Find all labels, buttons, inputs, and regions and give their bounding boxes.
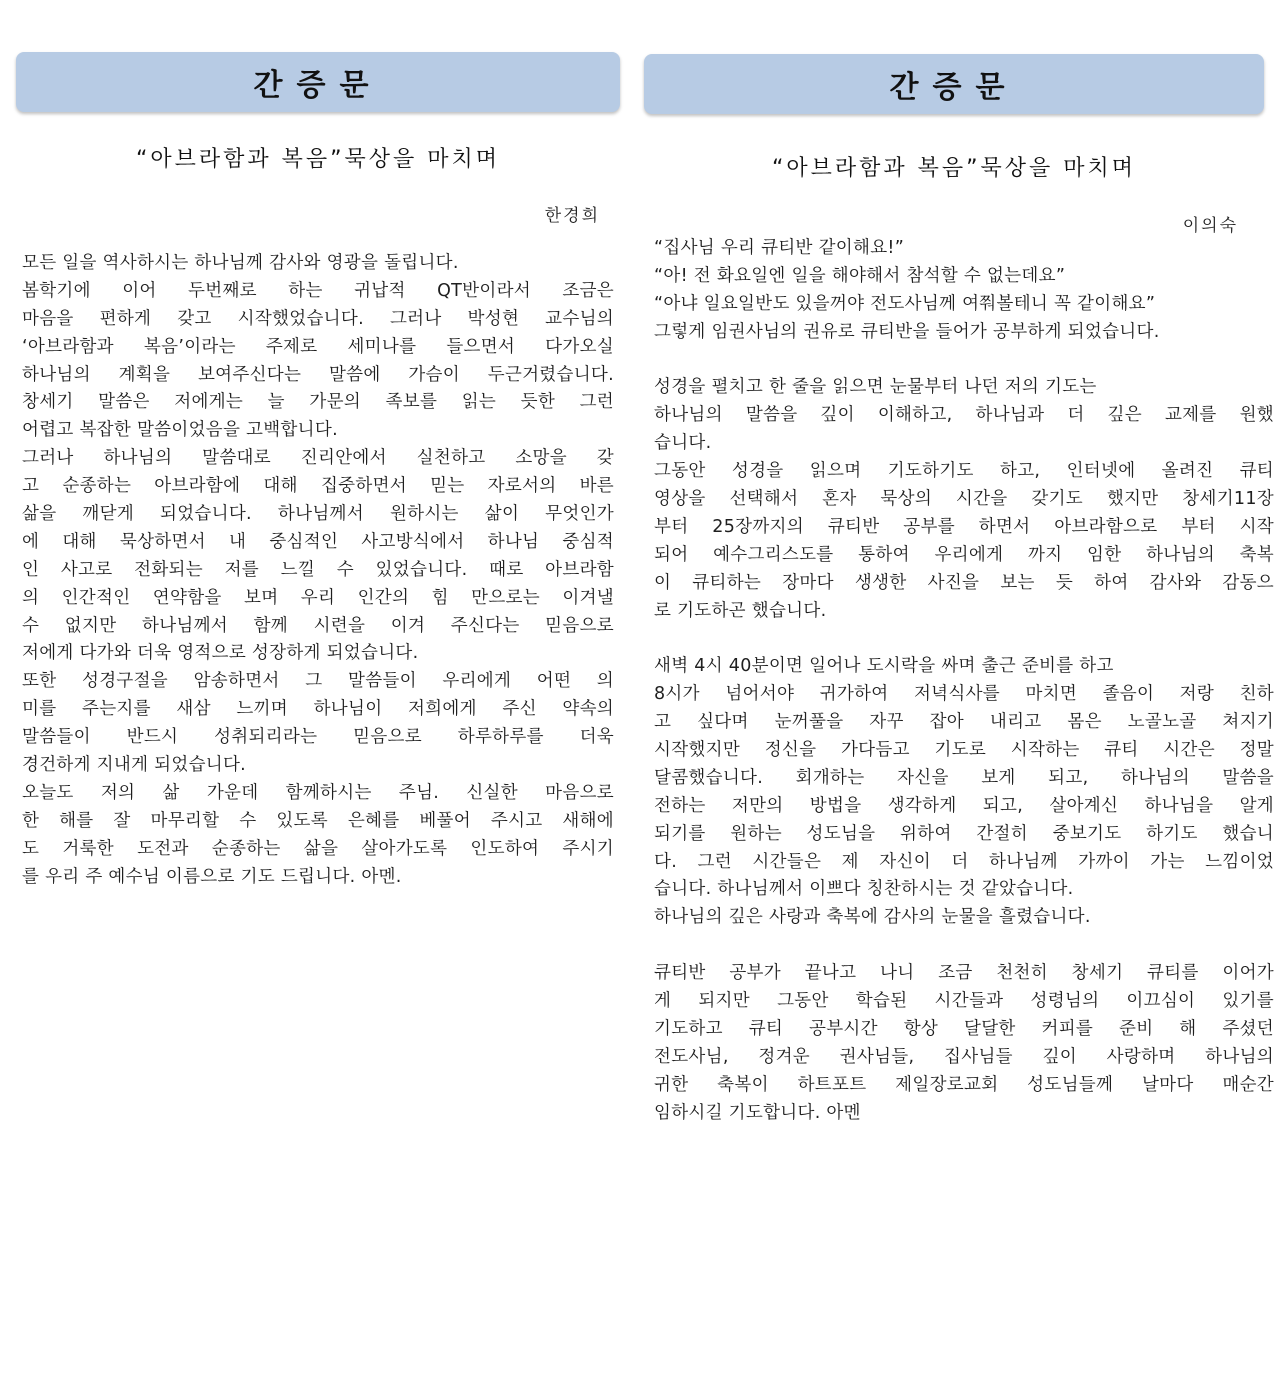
- text-line: 새벽 4시 40분이면 일어나 도시락을 싸며 출근 준비를 하고: [654, 656, 1114, 677]
- left-body-text: [22, 250, 614, 891]
- text-line: [654, 625, 1274, 653]
- text-line: 미를 주는지를 새삼 느끼며 하나님이 저희에게 주신 약속의: [22, 699, 614, 720]
- text-line: 큐티반 공부가 끝나고 나니 조금 천천히 창세기 큐티를 이어가: [654, 963, 1274, 984]
- text-line: 시작했지만 정신을 가다듬고 기도로 시작하는 큐티 시간은 정말: [654, 740, 1274, 761]
- text-line: 모든 일을 역사하시는 하나님께 감사와 영광을 돌립니다.: [22, 253, 459, 273]
- text-line: “아냐 일요일반도 있을꺼야 전도사님께 여쭤볼테니 꼭 같이해요”: [654, 293, 1156, 314]
- text-line: 하나님의 깊은 사랑과 축복에 감사의 눈물을 흘렸습니다.: [654, 907, 1091, 928]
- text-line: 습니다.: [654, 433, 712, 454]
- text-line: 인 사고로 전화되는 저를 느낄 수 있었습니다. 때로 아브라함: [22, 559, 614, 580]
- text-line: 창세기 말씀은 저에게는 늘 가문의 족보를 읽는 듯한 그런: [22, 392, 614, 413]
- text-line: 경건하게 지내게 되었습니다.: [22, 755, 247, 776]
- right-header-banner: 간증문: [644, 54, 1264, 114]
- text-line: 그러나 하나님의 말씀대로 진리안에서 실천하고 소망을 갖: [22, 448, 614, 469]
- text-line: 마음을 편하게 갖고 시작했었습니다. 그러나 박성현 교수님의: [22, 308, 614, 329]
- text-line: 8시가 넘어서야 귀가하여 저녁식사를 마치면 졸음이 저랑 친하: [654, 684, 1274, 705]
- text-line: 로 기도하곤 했습니다.: [654, 600, 827, 621]
- text-line: 의 인간적인 연약함을 보며 우리 인간의 힘 만으로는 이겨낼: [22, 587, 614, 608]
- text-line: 삶을 깨닫게 되었습니다. 하나님께서 원하시는 삶이 무엇인가: [22, 504, 614, 525]
- text-line: 오늘도 저의 삶 가운데 함께하시는 주님. 신실한 마음으로: [22, 782, 614, 803]
- text-line: 하나님의 계획을 보여주신다는 말씀에 가슴이 두근거렸습니다.: [22, 364, 614, 385]
- text-line: 성경을 펼치고 한 줄을 읽으면 눈물부터 나던 저의 기도는: [654, 377, 1097, 398]
- text-line: 도 거룩한 도전과 순종하는 삶을 살아가도록 인도하여 주시기: [22, 838, 614, 859]
- text-line: 되어 예수그리스도를 통하여 우리에게 까지 임한 하나님의 축복: [654, 544, 1274, 565]
- text-line: 기도하고 큐티 공부시간 항상 달달한 커피를 준비 해 주셨던: [654, 1018, 1274, 1039]
- text-line: 한 해를 잘 마무리할 수 있도록 은혜를 베풀어 주시고 새해에: [22, 810, 614, 831]
- text-line: 수 없지만 하나님께서 함께 시련을 이겨 주신다는 믿음으로: [22, 615, 614, 636]
- text-line: 습니다. 하나님께서 이쁘다 칭찬하시는 것 같았습니다.: [654, 879, 1074, 900]
- text-line: 말씀들이 반드시 성취되리라는 믿음으로 하루하루를 더욱: [22, 727, 614, 748]
- text-line: 어렵고 복잡한 말씀이었음을 고백합니다.: [22, 420, 338, 441]
- text-line: 달콤했습니다. 회개하는 자신을 보게 되고, 하나님의 말씀을: [654, 767, 1274, 788]
- text-line: 부터 25장까지의 큐티반 공부를 하면서 아브라함으로 부터 시작: [654, 516, 1274, 537]
- text-line: 게 되지만 그동안 학습된 시간들과 성령님의 이끄심이 있기를: [654, 991, 1274, 1012]
- text-line: [654, 347, 1274, 375]
- text-line: 고 싶다며 눈꺼풀을 자꾸 잡아 내리고 몸은 노골노골 쳐지기: [654, 712, 1274, 733]
- text-line: 를 우리 주 예수님 이름으로 기도 드립니다. 아멘.: [22, 866, 402, 887]
- left-header-banner: 간증문: [16, 52, 620, 112]
- text-line: 이 큐티하는 장마다 생생한 사진을 보는 듯 하여 감사와 감동으: [654, 572, 1274, 593]
- text-line: 다. 그런 시간들은 제 자신이 더 하나님께 가까이 가는 느낌이었: [654, 851, 1274, 872]
- right-title: “아브라함과 복음”묵상을 마치며: [771, 156, 1137, 181]
- left-author: 한경희: [544, 206, 600, 226]
- text-line: “아! 전 화요일엔 일을 해야해서 참석할 수 없는데요”: [654, 265, 1066, 286]
- text-line: 그동안 성경을 읽으며 기도하기도 하고, 인터넷에 올려진 큐티: [654, 461, 1274, 482]
- text-line: 귀한 축복이 하트포트 제일장로교회 성도님들께 날마다 매순간: [654, 1074, 1274, 1095]
- text-line: 전도사님, 정겨운 권사님들, 집사님들 깊이 사랑하며 하나님의: [654, 1046, 1274, 1067]
- text-line: [654, 932, 1274, 960]
- text-line: 임하시길 기도합니다. 아멘: [654, 1102, 861, 1123]
- right-body-text: [654, 235, 1274, 1128]
- right-author: 이의숙: [1182, 216, 1238, 236]
- left-title: “아브라함과 복음”묵상을 마치며: [135, 147, 501, 172]
- text-line: 영상을 선택해서 혼자 묵상의 시간을 갖기도 했지만 창세기11장: [654, 489, 1274, 510]
- text-line: ‘아브라함과 복음’이라는 주제로 세미나를 들으면서 다가오실: [22, 336, 614, 357]
- text-line: 봄학기에 이어 두번째로 하는 귀납적 QT반이라서 조금은: [22, 280, 614, 301]
- text-line: 되기를 원하는 성도님을 위하여 간절히 중보기도 하기도 했습니: [654, 823, 1274, 844]
- text-line: 고 순종하는 아브라함에 대해 집중하면서 믿는 자로서의 바른: [22, 476, 614, 497]
- text-line: 전하는 저만의 방법을 생각하게 되고, 살아계신 하나님을 알게: [654, 795, 1274, 816]
- text-line: “집사님 우리 큐티반 같이해요!”: [654, 238, 905, 258]
- text-line: 에 대해 묵상하면서 내 중심적인 사고방식에서 하나님 중심적: [22, 531, 614, 552]
- text-line: 하나님의 말씀을 깊이 이해하고, 하나님과 더 깊은 교제를 원했: [654, 405, 1274, 426]
- text-line: 저에게 다가와 더욱 영적으로 성장하게 되었습니다.: [22, 643, 419, 664]
- text-line: 또한 성경구절을 암송하면서 그 말씀들이 우리에게 어떤 의: [22, 671, 614, 692]
- text-line: 그렇게 임권사님의 권유로 큐티반을 들어가 공부하게 되었습니다.: [654, 321, 1160, 342]
